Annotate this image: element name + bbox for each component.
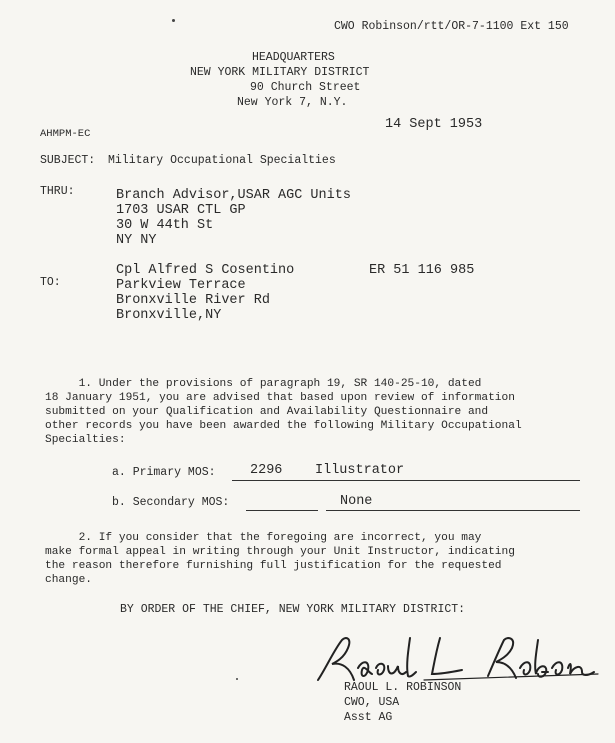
- paragraph-1-line-4: other records you have been awarded the following Military Occupational: [45, 420, 522, 432]
- paragraph-1-line-5: Specialties:: [45, 434, 126, 446]
- subject-value: Military Occupational Specialties: [108, 154, 336, 167]
- paragraph-2-line-4: change.: [45, 574, 92, 586]
- secondary-mos-code-underline: [246, 510, 318, 511]
- letterhead-line-4: New York 7, N.Y.: [237, 96, 348, 109]
- signer-name: RAOUL L. ROBINSON: [344, 681, 462, 694]
- to-line-3: Bronxville River Rd: [116, 293, 270, 308]
- to-line-1: Cpl Alfred S Cosentino: [116, 263, 295, 278]
- paragraph-2-line-1: 2. If you consider that the foregoing are incorrect, you may: [45, 532, 482, 544]
- primary-mos-code-underline: [232, 480, 316, 481]
- to-label: TO:: [40, 276, 61, 289]
- reference-line: CWO Robinson/rtt/OR-7-1100 Ext 150: [334, 20, 569, 33]
- office-symbol: AHMPM-EC: [40, 128, 91, 140]
- to-line-2: Parkview Terrace: [116, 278, 246, 293]
- paragraph-2-line-2: make formal appeal in writing through your Unit Instructor, indicating: [45, 546, 515, 558]
- to-line-4: Bronxville,NY: [116, 308, 222, 323]
- subject-label: SUBJECT:: [40, 154, 96, 167]
- thru-line-3: 30 W 44th St: [116, 218, 214, 233]
- primary-mos-title: Illustrator: [315, 463, 405, 478]
- paragraph-1-line-2: 18 January 1951, you are advised that based upon review of information: [45, 392, 515, 404]
- paragraph-1-line-3: submitted on your Qualification and Availability Questionnaire and: [45, 406, 489, 418]
- letterhead-line-1: HEADQUARTERS: [252, 51, 335, 64]
- closing-line: BY ORDER OF THE CHIEF, NEW YORK MILITARY DISTRICT:: [120, 603, 466, 616]
- thru-line-4: NY NY: [116, 233, 157, 248]
- service-number: ER 51 116 985: [369, 263, 475, 278]
- paragraph-2-line-3: the reason therefore furnishing full justification for the requested: [45, 560, 502, 572]
- signer-title: Asst AG: [344, 711, 393, 724]
- thru-line-1: Branch Advisor,USAR AGC Units: [116, 188, 351, 203]
- thru-line-2: 1703 USAR CTL GP: [116, 203, 246, 218]
- paper-speck: [236, 678, 238, 680]
- letter-date: 14 Sept 1953: [385, 117, 483, 132]
- secondary-mos-label: b. Secondary MOS:: [112, 496, 230, 509]
- paragraph-1-line-1: 1. Under the provisions of paragraph 19, SR 140-25-10, dated: [45, 378, 482, 390]
- thru-label: THRU:: [40, 185, 75, 198]
- secondary-mos-title: None: [340, 494, 373, 509]
- paper-speck: [172, 19, 175, 22]
- primary-mos-code: 2296: [250, 463, 283, 478]
- letterhead-line-2: NEW YORK MILITARY DISTRICT: [190, 66, 370, 79]
- secondary-mos-title-underline: [326, 510, 580, 511]
- signer-rank: CWO, USA: [344, 696, 400, 709]
- primary-mos-label: a. Primary MOS:: [112, 466, 216, 479]
- letterhead-line-3: 90 Church Street: [250, 81, 361, 94]
- primary-mos-title-underline: [312, 480, 580, 481]
